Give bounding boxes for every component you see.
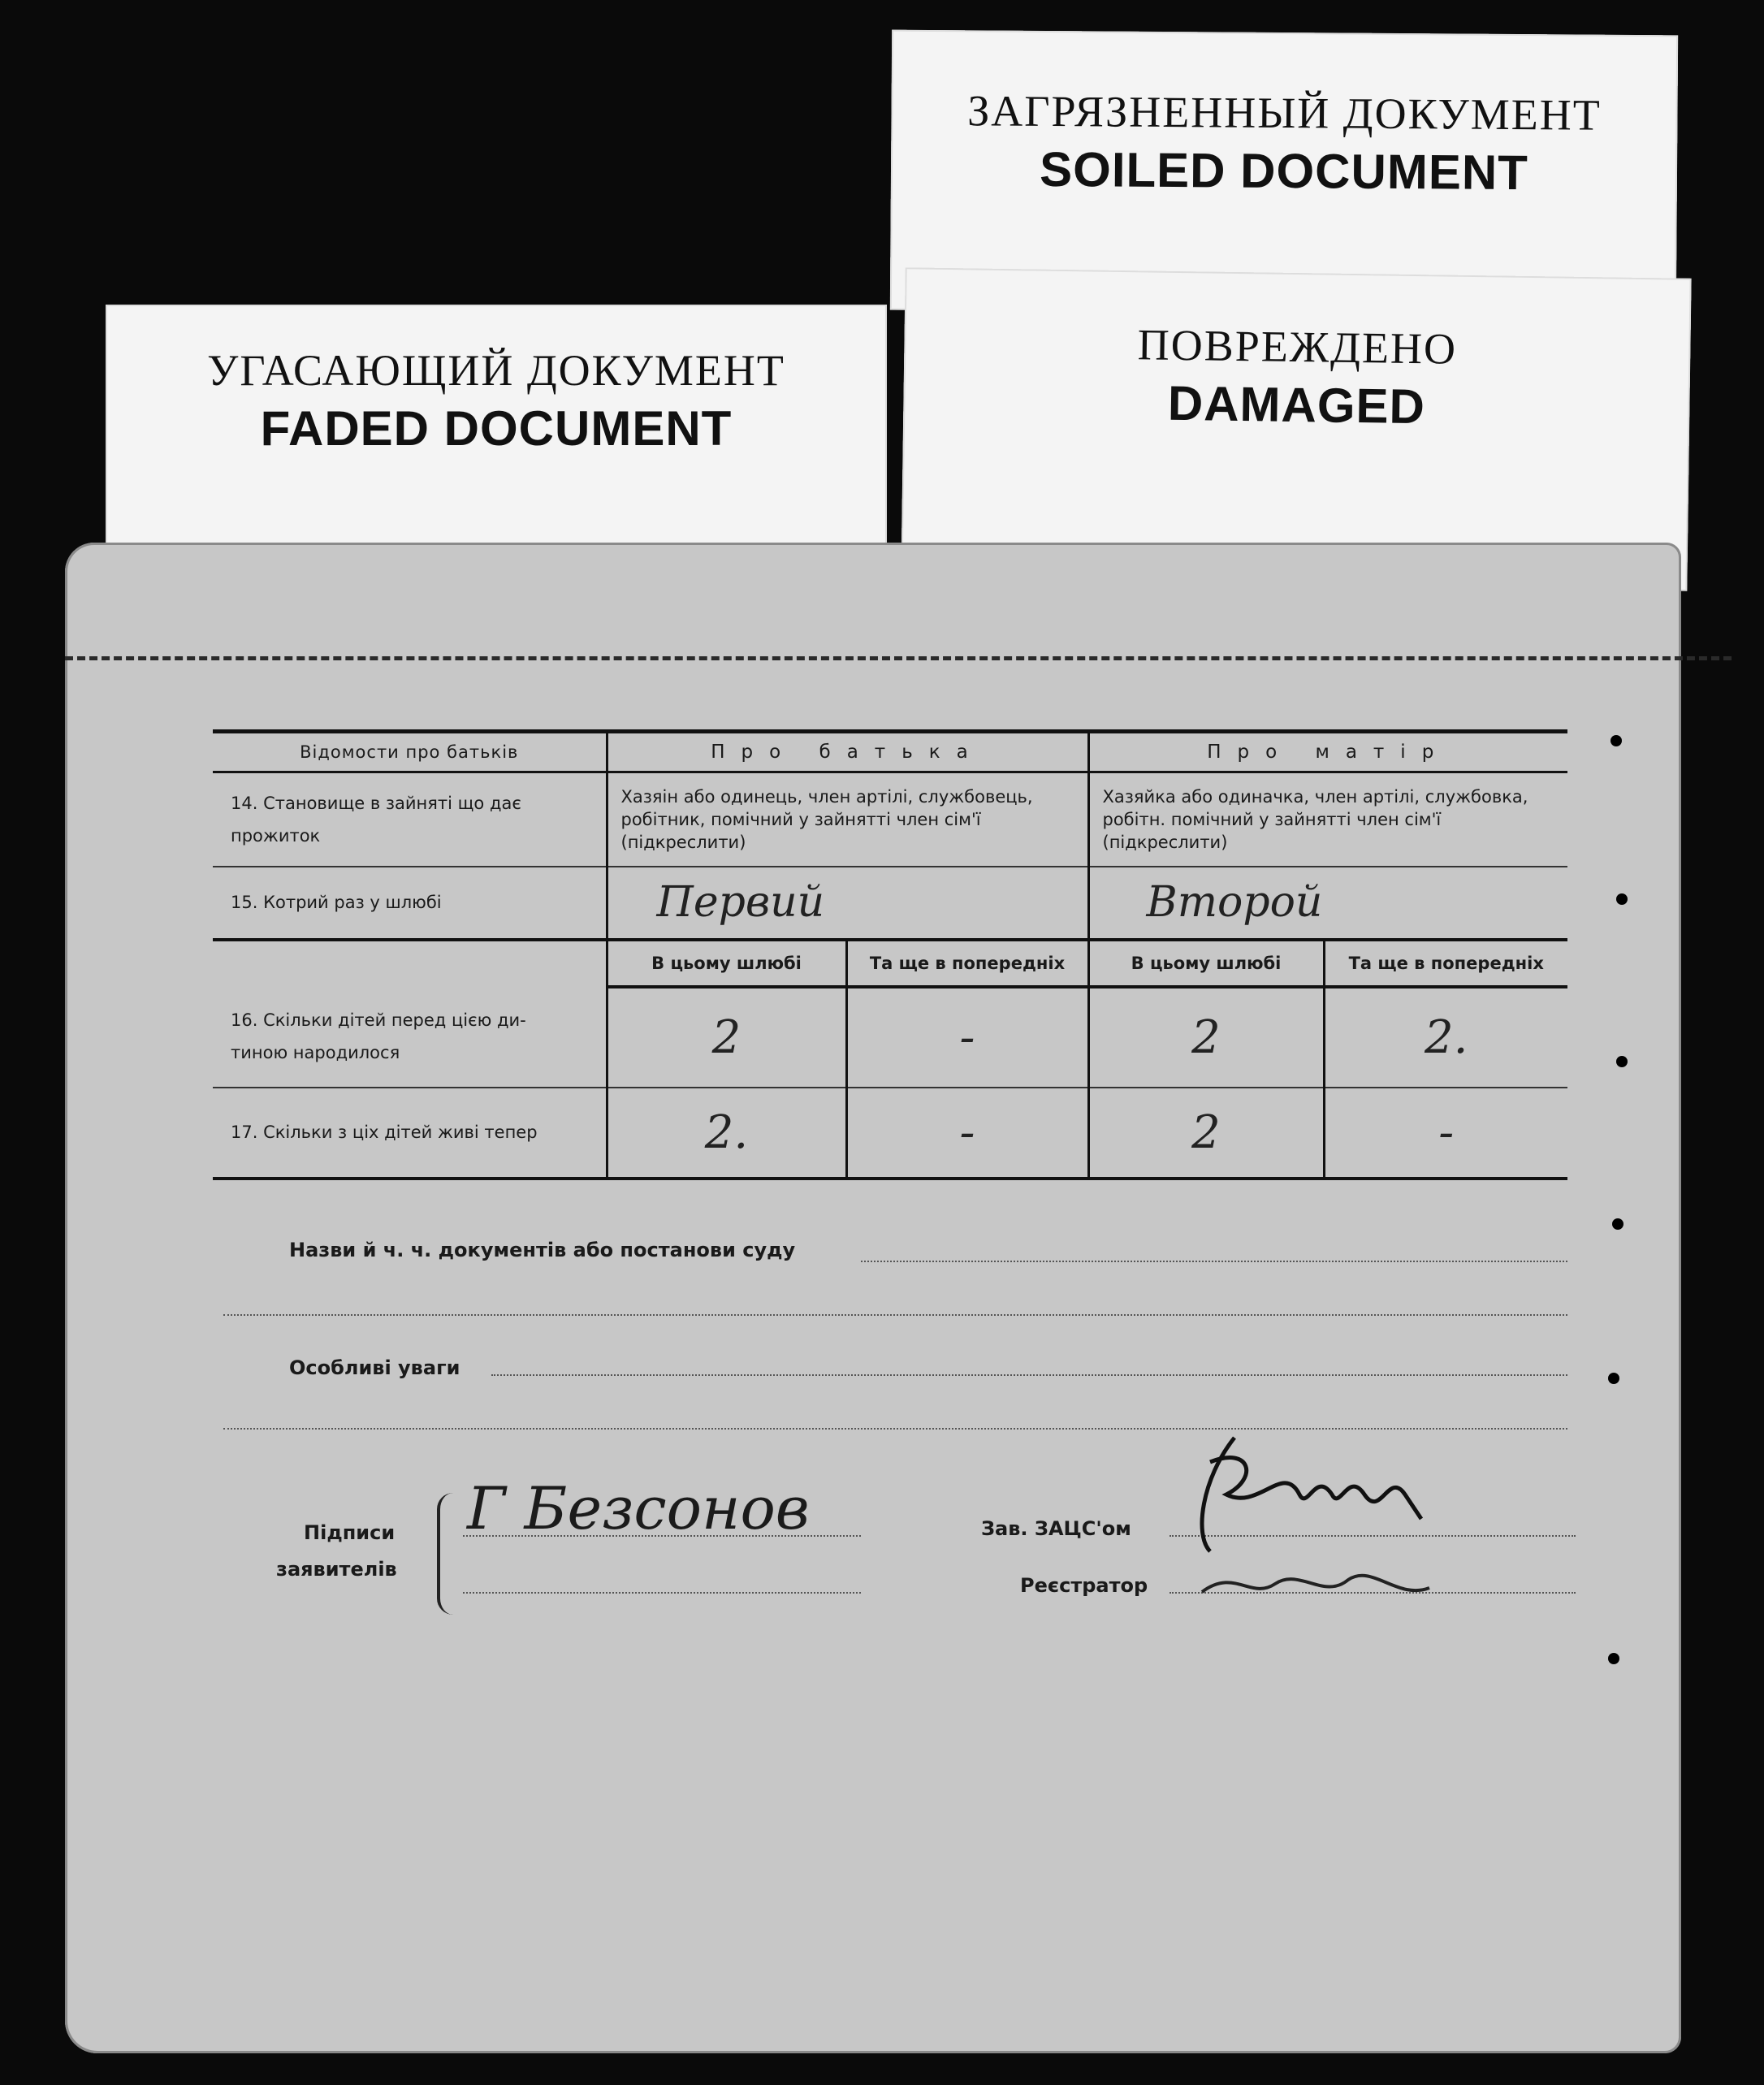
header-mother: Про матір (1088, 732, 1567, 772)
damaged-ru-text: ПОВРЕЖДЕНО (1137, 320, 1458, 374)
row-16-father-prev: - (846, 987, 1088, 1088)
row-15-mother-handwritten: Второй (1088, 867, 1567, 940)
children-subheader-row (213, 940, 1567, 987)
row-17-mother-this: 2 (1088, 1088, 1324, 1179)
father-previous: Та ще в попередніх (846, 940, 1088, 987)
punch-hole (1612, 1218, 1623, 1230)
row-17-father-this: 2. (607, 1088, 846, 1179)
faded-en-text: FADED DOCUMENT (260, 401, 733, 456)
row-16-father-this: 2 (607, 987, 846, 1088)
header-father: Про батька (607, 732, 1088, 772)
row-16-mother-prev: 2. (1324, 987, 1567, 1088)
row-14-label-b: прожиток (231, 825, 321, 846)
remarks-line (491, 1374, 1567, 1376)
row-16 (213, 987, 1567, 1088)
row-16-mother-this: 2 (1088, 987, 1324, 1088)
applicant-signature: Г Безсонов (467, 1474, 810, 1542)
mother-previous: Та ще в попередніх (1324, 940, 1567, 987)
soiled-ru-text: ЗАГРЯЗНЕННЫЙ ДОКУМЕНТ (967, 86, 1602, 140)
signatures-brace (437, 1493, 455, 1615)
signatures-label-a: Підписи (304, 1521, 396, 1544)
table-header-row (213, 732, 1567, 772)
punch-hole (1616, 893, 1628, 905)
row-15 (213, 867, 1567, 940)
signatures-label-b: заявителів (276, 1558, 397, 1581)
row-14-label (213, 772, 607, 867)
row-16-label (213, 987, 607, 1088)
row-15-label: 15. Котрий раз у шлюбі (213, 867, 607, 940)
damaged-en-text: DAMAGED (1167, 375, 1426, 435)
header-parents-info: Відомости про батьків (213, 732, 607, 772)
row-14 (213, 772, 1567, 867)
punch-hole (1608, 1653, 1619, 1664)
row-17-father-prev: - (846, 1088, 1088, 1179)
row-14-label-a: 14. Становище в зайняті що дає (231, 793, 521, 813)
head-label: Зав. ЗАЦС'ом (981, 1517, 1131, 1540)
head-signature-scrawl (1186, 1413, 1446, 1624)
remarks-label: Особливі уваги (289, 1356, 460, 1379)
row-16-label-a: 16. Скільки дітей перед цією ди- (231, 1010, 526, 1030)
faded-ru-text: УГАСАЮЩИЙ ДОКУМЕНТ (207, 346, 785, 395)
row-17-label: 17. Скільки з ціх дітей живі тепер (213, 1088, 607, 1179)
row-17 (213, 1088, 1567, 1179)
signature-line-2 (463, 1592, 861, 1594)
row-16-label-b: тиною народилося (231, 1043, 400, 1062)
punch-hole (1616, 1056, 1628, 1067)
documents-label: Назви й ч. ч. документів або постанови суду (289, 1239, 796, 1261)
father-this-marriage: В цьому шлюбі (607, 940, 846, 987)
soiled-en-text: SOILED DOCUMENT (1039, 141, 1529, 201)
documents-line (861, 1261, 1567, 1262)
punch-hole (1611, 735, 1622, 746)
subheader-empty (213, 940, 607, 987)
punch-hole (1608, 1373, 1619, 1384)
signature-line-1 (463, 1535, 861, 1537)
row-14-father: Хазяін або одинець, член артілі, службовець, робітник, помічний у зайнятті член сім'ї (підкреслити) (607, 772, 1088, 867)
mother-this-marriage: В цьому шлюбі (1088, 940, 1324, 987)
row-15-father-handwritten: Первий (607, 867, 1088, 940)
parents-info-table (213, 729, 1567, 1180)
perforation-line (65, 656, 1732, 660)
row-17-mother-prev: - (1324, 1088, 1567, 1179)
faded-document-flag (106, 305, 887, 556)
registrar-label: Реєстратор (1020, 1574, 1148, 1597)
row-14-mother: Хазяйка або одиначка, член артілі, службовка, робітн. помічний у зайнятті член сім'ї (підкреслити) (1088, 772, 1567, 867)
documents-line-2 (223, 1314, 1567, 1316)
